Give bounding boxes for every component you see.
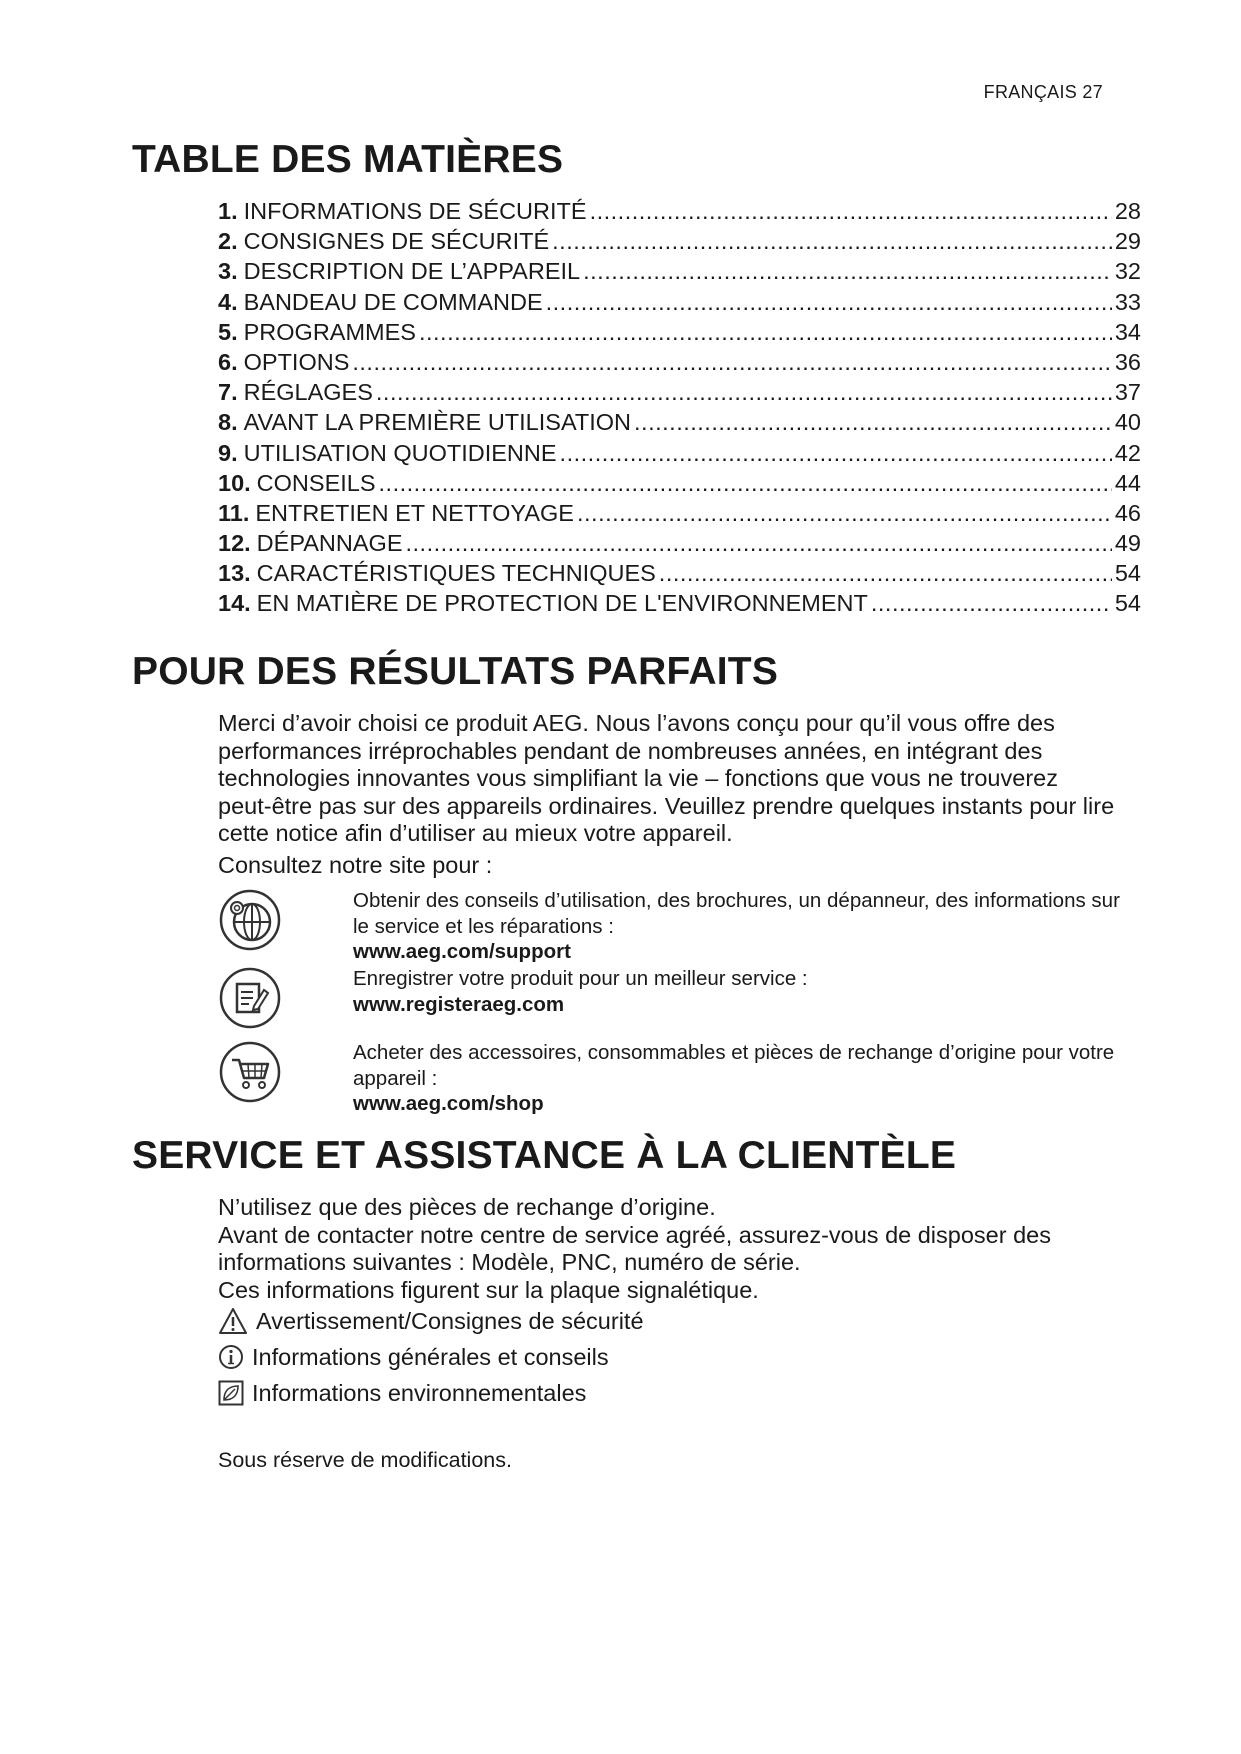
toc-entry-page: 36: [1114, 348, 1141, 375]
leaf-icon: [218, 1380, 244, 1406]
toc-entry-number: 12.: [218, 530, 251, 557]
service-text: [218, 1194, 1118, 1304]
dot-leader: [560, 438, 1112, 468]
toc-entry-title: OPTIONS: [243, 348, 350, 375]
toc-heading: TABLE DES MATIÈRES: [132, 138, 564, 181]
register-description: Enregistrer votre produit pour un meilleur service :: [353, 967, 808, 990]
toc-entry[interactable]: [218, 528, 1141, 558]
dot-leader: [659, 558, 1112, 588]
toc-entry-number: 9.: [218, 439, 238, 466]
legend-warning: [218, 1306, 644, 1336]
legend-environment: [218, 1378, 586, 1408]
dot-leader: [379, 468, 1112, 498]
toc-entry-page: 49: [1114, 530, 1141, 557]
toc-entry[interactable]: [218, 317, 1141, 347]
toc-entry-number: 11.: [218, 499, 250, 526]
toc-entry-number: 4.: [218, 288, 238, 315]
toc-entry-number: 6.: [218, 348, 238, 375]
legend-info-label: Informations générales et conseils: [252, 1344, 609, 1370]
warning-icon: [218, 1307, 248, 1335]
dot-leader: [583, 256, 1112, 286]
toc-entry-page: 46: [1114, 499, 1141, 526]
toc-entry-page: 29: [1114, 228, 1141, 255]
toc-entry-title: DÉPANNAGE: [256, 530, 403, 557]
toc-entry[interactable]: [218, 196, 1141, 226]
toc-entry[interactable]: [218, 256, 1141, 286]
legend-info: [218, 1342, 609, 1372]
footer-note: Sous réserve de modifications.: [218, 1448, 512, 1472]
dot-leader: [590, 196, 1112, 226]
info-icon: [218, 1344, 244, 1370]
dot-leader: [406, 528, 1112, 558]
toc-entry[interactable]: [218, 468, 1141, 498]
page-header: FRANÇAIS 27: [983, 82, 1103, 102]
toc-entry-title: UTILISATION QUOTIDIENNE: [243, 439, 557, 466]
toc-entry-title: DESCRIPTION DE L’APPAREIL: [243, 258, 581, 285]
dot-leader: [577, 498, 1112, 528]
toc-entry-title: AVANT LA PREMIÈRE UTILISATION: [243, 409, 632, 436]
toc-entry-title: CARACTÉRISTIQUES TECHNIQUES: [256, 560, 656, 587]
toc-entry-page: 33: [1114, 288, 1141, 315]
register-icon: [218, 966, 282, 1030]
toc-entry-page: 42: [1114, 439, 1141, 466]
toc-entry-page: 34: [1114, 318, 1141, 345]
intro-paragraph: Merci d’avoir choisi ce produit AEG. Nous l’avons conçu pour qu’il vous offre des performances irréprochables pendant de nombreuses années, en intégrant des technologies innovantes vous simplifiant la vie – fonctions que vous ne trouverez peut-être pas sur des appareils ordinaires. Veuillez prendre quelques instants pour lire cette notice afin d’utiliser au mieux votre appareil.: [218, 710, 1115, 846]
legend-environment-label: Informations environnementales: [252, 1380, 587, 1406]
toc-entry-title: RÉGLAGES: [243, 379, 373, 406]
shop-url-link[interactable]: www.aeg.com/shop: [353, 1092, 544, 1115]
register-link-text-block: [353, 966, 1133, 1017]
toc-entry-page: 32: [1114, 258, 1141, 285]
toc-entry-page: 54: [1114, 560, 1141, 587]
legend-warning-label: Avertissement/Consignes de sécurité: [256, 1308, 644, 1334]
toc-entry-title: CONSEILS: [256, 469, 376, 496]
toc-entry[interactable]: [218, 407, 1141, 437]
toc-entry-number: 3.: [218, 258, 238, 285]
dot-leader: [376, 377, 1112, 407]
support-link-text-block: [353, 888, 1133, 965]
dot-leader: [552, 226, 1112, 256]
service-line: Ces informations figurent sur la plaque signalétique.: [218, 1276, 759, 1303]
toc-entry[interactable]: [218, 287, 1141, 317]
table-of-contents: [218, 196, 1141, 619]
support-url-link[interactable]: www.aeg.com/support: [353, 940, 571, 963]
toc-entry-page: 28: [1114, 198, 1141, 224]
toc-entry-number: 1.: [218, 198, 238, 224]
toc-entry[interactable]: [218, 226, 1141, 256]
toc-entry-number: 14.: [218, 590, 251, 617]
toc-entry-number: 5.: [218, 318, 238, 345]
dot-leader: [352, 347, 1111, 377]
globe-icon: [218, 888, 282, 952]
toc-entry[interactable]: [218, 347, 1141, 377]
toc-entry-title: ENTRETIEN ET NETTOYAGE: [255, 499, 574, 526]
service-line: Avant de contacter notre centre de service agréé, assurez-vous de disposer des informations suivantes : Modèle, PNC, numéro de série.: [218, 1221, 1051, 1275]
toc-entry-title: PROGRAMMES: [243, 318, 416, 345]
toc-entry-title: BANDEAU DE COMMANDE: [243, 288, 543, 315]
dot-leader: [419, 317, 1112, 347]
toc-entry-number: 10.: [218, 469, 251, 496]
consult-label: Consultez notre site pour :: [218, 852, 493, 878]
support-description: Obtenir des conseils d’utilisation, des brochures, un dépanneur, des informations sur le service et les réparations :: [353, 889, 1120, 938]
shop-description: Acheter des accessoires, consommables et pièces de rechange d’origine pour votre appareil :: [353, 1041, 1115, 1090]
toc-entry[interactable]: [218, 558, 1141, 588]
toc-entry-number: 8.: [218, 409, 238, 436]
toc-entry[interactable]: [218, 498, 1141, 528]
toc-entry-title: INFORMATIONS DE SÉCURITÉ: [243, 198, 587, 224]
toc-entry[interactable]: [218, 588, 1141, 618]
toc-entry[interactable]: [218, 438, 1141, 468]
dot-leader: [634, 407, 1112, 437]
toc-entry-number: 2.: [218, 228, 238, 255]
toc-entry-title: CONSIGNES DE SÉCURITÉ: [243, 228, 550, 255]
toc-entry[interactable]: [218, 377, 1141, 407]
dot-leader: [546, 287, 1112, 317]
toc-entry-title: EN MATIÈRE DE PROTECTION DE L'ENVIRONNEMENT: [256, 590, 868, 617]
dot-leader: [871, 588, 1112, 618]
toc-entry-page: 54: [1114, 590, 1141, 617]
shop-link-text-block: [353, 1040, 1133, 1117]
register-url-link[interactable]: www.registeraeg.com: [353, 992, 565, 1016]
service-heading: SERVICE ET ASSISTANCE À LA CLIENTÈLE: [132, 1134, 957, 1177]
cart-icon: [218, 1040, 282, 1104]
toc-entry-page: 37: [1114, 379, 1141, 406]
toc-entry-page: 40: [1114, 409, 1141, 436]
results-heading: POUR DES RÉSULTATS PARFAITS: [132, 650, 779, 693]
toc-entry-number: 13.: [218, 560, 251, 587]
toc-entry-number: 7.: [218, 379, 238, 406]
toc-entry-page: 44: [1114, 469, 1141, 496]
service-line: N’utilisez que des pièces de rechange d’origine.: [218, 1194, 716, 1220]
